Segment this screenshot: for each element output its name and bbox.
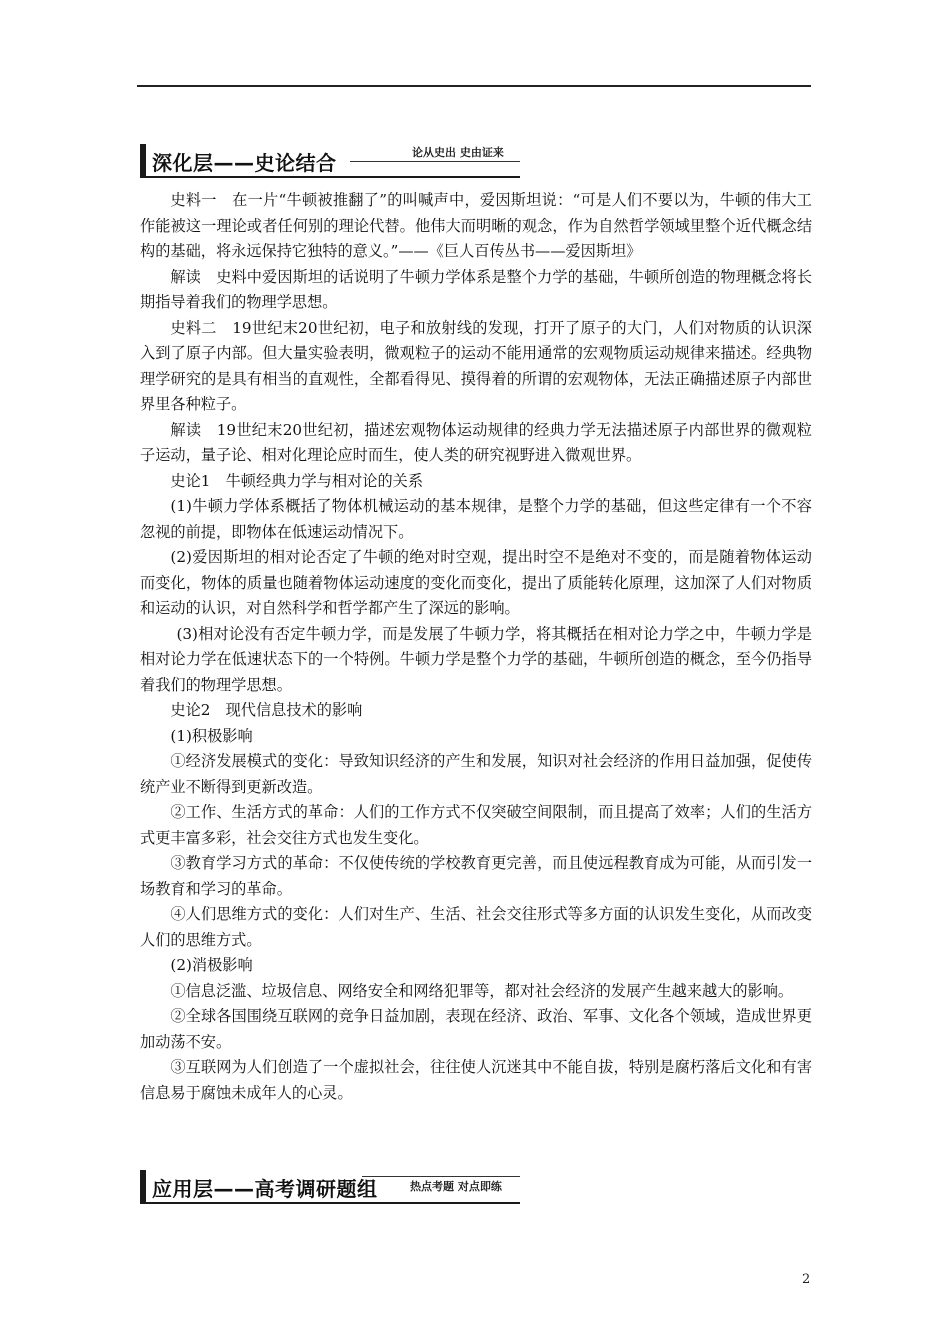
- section-header-application: [140, 1170, 520, 1206]
- paragraph-positive-heading: (1)积极影响: [170, 726, 253, 745]
- tag-rule: [350, 161, 520, 162]
- paragraph-positive-2: ②工作、生活方式的革命：人们的工作方式不仅突破空间限制，而且提高了效率；人们的生活方式更丰富多彩，社会交往方式也发生变化。: [140, 803, 812, 847]
- body-text: [140, 188, 812, 1106]
- section-tag: 论从史出 史由证来: [412, 146, 504, 159]
- paragraph-interpretation-1: 解读 史料中爱因斯坦的话说明了牛顿力学体系是整个力学的基础，牛顿所创造的物理概念将长期指导着我们的物理学思想。: [140, 267, 812, 311]
- section-tag: 热点考题 对点即练: [410, 1180, 502, 1193]
- paragraph-thesis-1-point-2: (2)爱因斯坦的相对论否定了牛顿的绝对时空观，提出时空不是绝对不变的，而是随着物体运动而变化，物体的质量也随着物体运动速度的变化而变化，提出了质能转化原理，这加深了人们对物质和运动的认识，对自然科学和哲学都产生了深远的影响。: [140, 548, 812, 617]
- paragraph-negative-heading: (2)消极影响: [170, 956, 253, 974]
- header-bar: [140, 144, 146, 178]
- paragraph-negative-1: ①信息泛滥、垃圾信息、网络安全和网络犯罪等，都对社会经济的发展产生越来越大的影响。: [170, 981, 794, 1000]
- paragraph-interpretation-2: 解读 19世纪末20世纪初，描述宏观物体运动规律的经典力学无法描述原子内部世界的微观粒子运动，量子论、相对化理论应时而生，使人类的研究视野进入微观世界。: [140, 420, 812, 464]
- section-header-deepening: [140, 144, 520, 180]
- section-title: 深化层——史论结合: [152, 151, 337, 175]
- header-bar: [140, 1170, 146, 1204]
- top-rule: [137, 85, 811, 87]
- paragraph-positive-1: ①经济发展模式的变化：导致知识经济的产生和发展，知识对社会经济的作用日益加强，促使传统产业不断得到更新改造。: [140, 752, 812, 796]
- paragraph-positive-3: ③教育学习方式的革命：不仅使传统的学校教育更完善，而且使远程教育成为可能，从而引发一场教育和学习的革命。: [140, 854, 812, 898]
- paragraph-thesis-1-point-1: (1)牛顿力学体系概括了物体机械运动的基本规律，是整个力学的基础，但这些定律有一个不容忽视的前提，即物体在低速运动情况下。: [140, 497, 812, 541]
- header-baseline: [146, 176, 520, 178]
- tag-rule: [362, 1176, 520, 1177]
- paragraph-source-1: 史料一 在一片“牛顿被推翻了”的叫喊声中，爱因斯坦说：“可是人们不要以为，牛顿的伟大工作能被这一理论或者任何别的理论代替。他伟大而明晰的观念，作为自然哲学领域里整个近代概念结构的基础，将永远保持它独特的意义。”——《巨人百传丛书——爱因斯坦》: [140, 191, 812, 260]
- page-number: 2: [802, 1272, 811, 1287]
- paragraph-negative-3: ③互联网为人们创造了一个虚拟社会，往往使人沉迷其中不能自拔，特别是腐朽落后文化和有害信息易于腐蚀未成年人的心灵。: [140, 1058, 812, 1102]
- paragraph-positive-4: ④人们思维方式的变化：人们对生产、生活、社会交往形式等多方面的认识发生变化，从而改变人们的思维方式。: [140, 905, 812, 949]
- paragraph-thesis-1-point-3: (3)相对论没有否定牛顿力学，而是发展了牛顿力学，将其概括在相对论力学之中，牛顿力学是相对论力学在低速状态下的一个特例。牛顿力学是整个力学的基础，牛顿所创造的概念，至今仍指导着我们的物理学思想。: [140, 624, 812, 694]
- paragraph-thesis-2: 史论2 现代信息技术的影响: [170, 701, 363, 719]
- paragraph-negative-2: ②全球各国围绕互联网的竞争日益加剧，表现在经济、政治、军事、文化各个领域，造成世界更加动荡不安。: [140, 1007, 812, 1051]
- paragraph-thesis-1: 史论1 牛顿经典力学与相对论的关系: [170, 471, 424, 490]
- header-baseline: [146, 1202, 520, 1204]
- paragraph-source-2: 史料二 19世纪末20世纪初，电子和放射线的发现，打开了原子的大门，人们对物质的认识深入到了原子内部。但大量实验表明，微观粒子的运动不能用通常的宏观物质运动规律来描述。经典物理学研究的是具有相当的直观性，全都看得见、摸得着的所谓的宏观物体，无法正确描述原子内部世界里各种粒子。: [140, 318, 812, 413]
- section-title: 应用层——高考调研题组: [152, 1177, 378, 1201]
